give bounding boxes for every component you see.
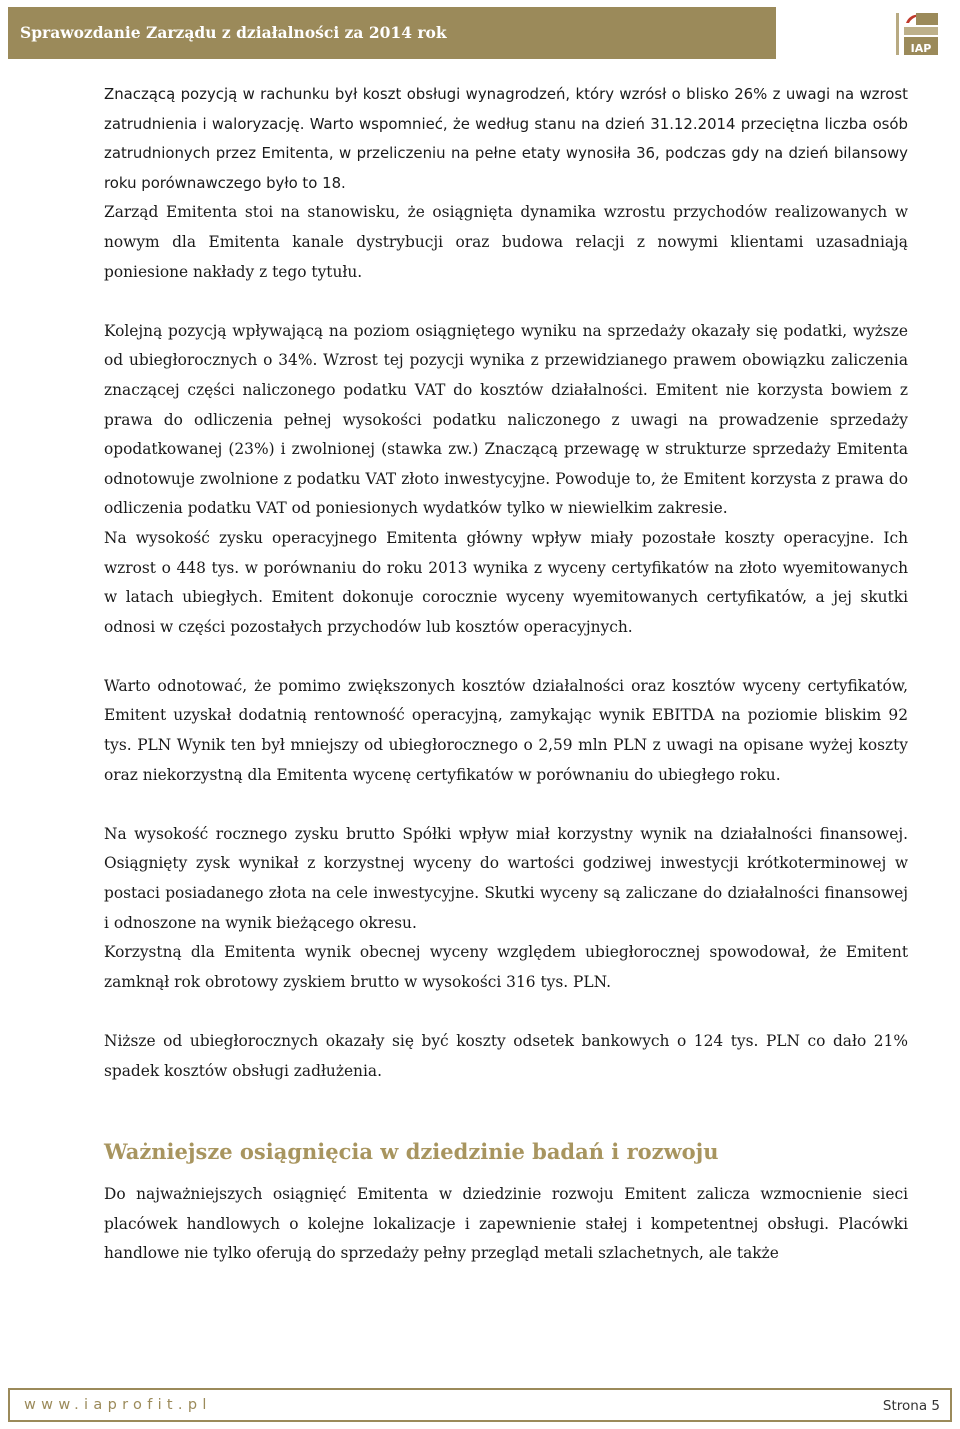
paragraph-achievements: Do najważniejszych osiągnięć Emitenta w dziedzinie rozwoju Emitent zalicza wzmocnienie sieci placówek handlowych o kolejne lokalizacje i zapewnienie stałej i kompetentnej obsługi. Placówki handlowe nie tylko oferują do sprzedaży pełny przegląd metali szlachetnych, ale także [104,1185,908,1263]
paragraph-ebitda: Warto odnotować, że pomimo zwiększonych kosztów działalności oraz kosztów wyceny certyfikatów, Emitent uzyskał dodatnią rentowność operacyjną, zamykając wynik EBITDA na poziomie bliskim 92 tys. PLN Wynik ten był mniejszy od ubiegłorocznego o 2,59 mln PLN z uwagi na opisane wyżej koszty oraz niekorzystną dla Emitenta wycenę certyfikatów w porównaniu do ubiegłego roku. [104,676,908,784]
header-title: Sprawozdanie Zarządu z działalności za 2014 rok [20,23,447,42]
section-heading-rnd: Ważniejsze osiągnięcia w dziedzinie badań i rozwoju [104,1139,719,1165]
iap-logo-icon [896,9,940,57]
paragraph-valuation-result: Korzystną dla Emitenta wynik obecnej wyceny względem ubiegłorocznej spowodował, że Emitent zamknął rok obrotowy zyskiem brutto w wysokości 316 tys. PLN. [104,943,908,991]
document-body [104,80,908,1269]
paragraph-management-stance: Zarząd Emitenta stoi na stanowisku, że osiągnięta dynamika wzrostu przychodów realizowanych w nowym dla Emitenta kanale dystrybucji oraz budowa relacji z nowymi klientami uzasadniają poniesione nakłady z tego tytułu. [104,203,908,281]
paragraph-gross-profit: Na wysokość rocznego zysku brutto Spółki wpływ miał korzystny wynik na działalności finansowej. Osiągnięty zysk wynikał z korzystnej wyceny do wartości godziwej inwestycji krótkoterminowej w postaci posiadanego złota na cele inwestycyjne. Skutki wyceny są zaliczane do działalności finansowej i odnoszone na wynik bieżącego okresu. [104,824,908,932]
paragraph-interest-costs: Niższe od ubiegłorocznych okazały się być koszty odsetek bankowych o 124 tys. PLN co dało 21% spadek kosztów obsługi zadłużenia. [104,1032,908,1080]
paragraph-salaries: Znaczącą pozycją w rachunku był koszt obsługi wynagrodzeń, który wzrósł o blisko 26% z uwagi na wzrost zatrudnienia i waloryzację. Warto wspomnieć, że według stanu na dzień 31.12.2014 przeciętna liczba osób zatrudnionych przez Emitenta, w przeliczeniu na pełne etaty wynosiła 36, podczas gdy na dzień bilansowy roku porównawczego było to 18. [104,85,908,192]
iap-logo [896,9,940,57]
paragraph-operating-costs: Na wysokość zysku operacyjnego Emitenta główny wpływ miały pozostałe koszty operacyjne. Ich wzrost o 448 tys. w porównaniu do roku 2013 wynika z wyceny certyfikatów na złoto wyemitowanych w latach ubiegłych. Emitent dokonuje corocznie wyceny wyemitowanych certyfikatów, a jej skutki odnosi w części pozostałych przychodów lub kosztów operacyjnych. [104,528,908,636]
page-footer [8,1388,952,1422]
paragraph-taxes: Kolejną pozycją wpływającą na poziom osiągniętego wyniku na sprzedaży okazały się podatki, wyższe od ubiegłorocznych o 34%. Wzrost tej pozycji wynika z przewidzianego prawem obowiązku zaliczenia znaczącej części naliczonego podatku VAT do kosztów działalności. Emitent nie korzysta bowiem z prawa do odliczenia pełnej wysokości podatku naliczonego z uwagi na prowadzenie sprzedaży opodatkowanej (23%) i zwolnionej (stawka zw.) Znaczącą przewagę w strukturze sprzedaży Emitenta odnotowuje zwolnione z podatku VAT złoto inwestycyjne. Powoduje to, że Emitent korzysta z prawa do odliczenia podatku VAT od poniesionych wydatków tylko w niewielkim zakresie. [104,321,908,518]
page-header-banner [8,7,776,59]
footer-url-link[interactable]: www.iaprofit.pl [24,1397,212,1413]
page-number: Strona 5 [882,1398,940,1414]
logo-text: IAP [910,42,932,55]
